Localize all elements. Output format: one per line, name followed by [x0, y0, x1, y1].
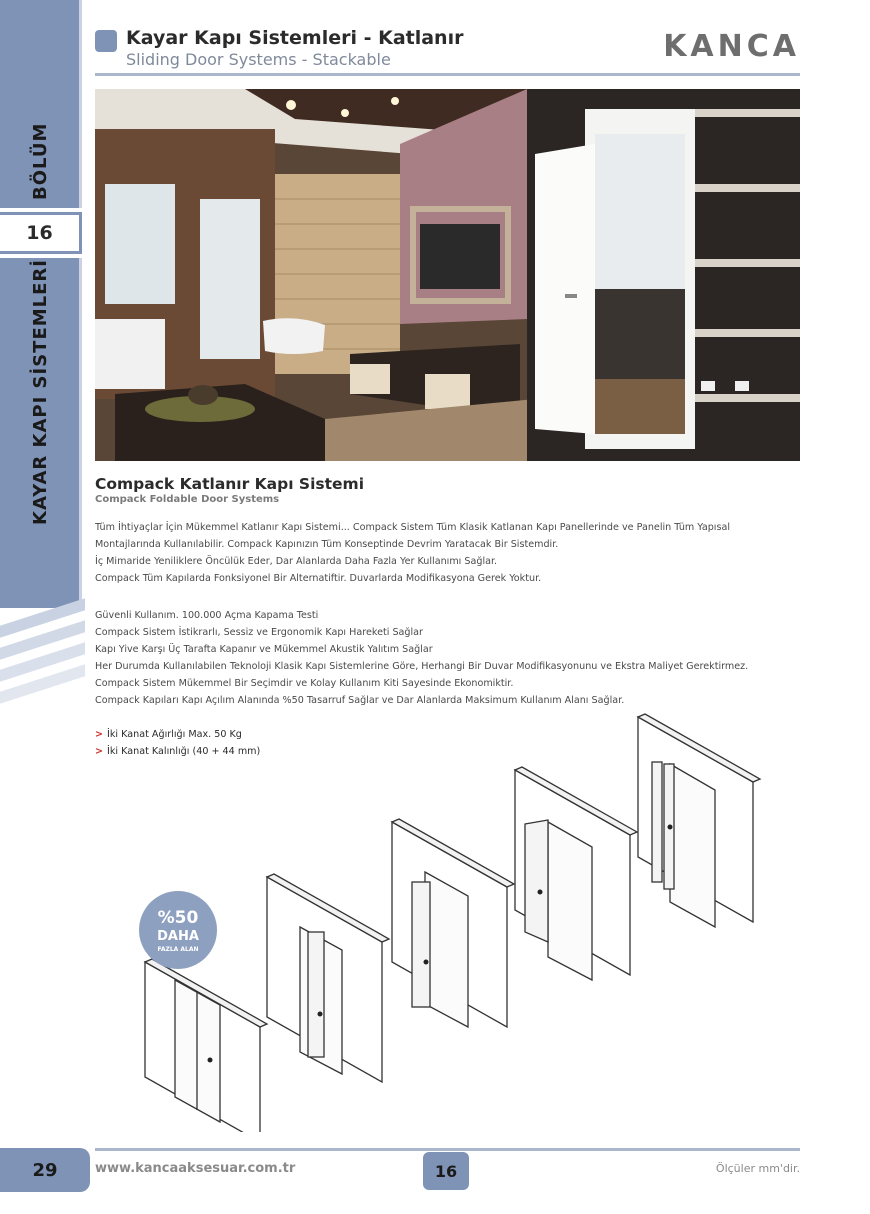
footer-divider	[95, 1148, 800, 1151]
paragraph-line: Montajlarında Kullanılabilir. Compack Kapınızın Tüm Konseptinde Devrim Yaratacak Bir Sistemdir.	[95, 539, 559, 550]
paragraph-line: Güvenli Kullanım. 100.000 Açma Kapama Testi	[95, 610, 319, 621]
paragraph-line: Compack Tüm Kapılarda Fonksiyonel Bir Alternatiftir. Duvarlarda Modifikasyona Gerek Yoktur.	[95, 573, 542, 584]
sidebar	[0, 0, 85, 700]
description-paragraph-2	[95, 607, 800, 709]
units-note: Ölçüler mm'dir.	[715, 1162, 800, 1175]
badge-line-3: FAZLA ALAN	[157, 946, 199, 953]
page-title: Kayar Kapı Sistemleri - Katlanır	[126, 27, 464, 49]
paragraph-line: Her Durumda Kullanılabilen Teknoloji Klasik Kapı Sistemlerine Göre, Herhangi Bir Duvar Modifikasyonunu ve Ekstra Maliyet Gerektirmez.	[95, 661, 749, 672]
section-number-box	[0, 212, 82, 254]
website-link[interactable]: www.kancaaksesuar.com.tr	[95, 1161, 296, 1176]
page-subtitle: Sliding Door Systems - Stackable	[126, 50, 391, 69]
section-number: 16	[26, 222, 53, 244]
paragraph-line: Tüm İhtiyaçlar İçin Mükemmel Katlanır Kapı Sistemi... Compack Sistem Tüm Klasik Katlanan Kapı Panellerinde ve Panelin Tüm Yapısal	[95, 522, 731, 533]
spec-text: İki Kanat Kalınlığı (40 + 44 mm)	[107, 746, 261, 757]
chevron-right-icon: >	[95, 729, 104, 740]
badge-line-2: DAHA	[157, 929, 199, 944]
header-divider	[95, 73, 800, 76]
category-label: KAYAR KAPI SİSTEMLERİ	[30, 259, 51, 525]
section-title: Compack Katlanır Kapı Sistemi	[95, 475, 365, 493]
paragraph-line: Kapı Yive Karşı Üç Tarafta Kapanır ve Mükemmel Akustik Yalıtım Sağlar	[95, 644, 433, 655]
page-number-tab	[0, 1148, 90, 1192]
spec-text: İki Kanat Ağırlığı Max. 50 Kg	[107, 729, 242, 740]
badge-line-1: %50	[157, 908, 199, 928]
section-label: BÖLÜM	[30, 122, 51, 200]
paragraph-line: İç Mimaride Yeniliklere Öncülük Eder, Dar Alanlarda Daha Fazla Yer Kullanımı Sağlar.	[95, 556, 498, 567]
space-saving-badge	[138, 890, 218, 970]
paragraph-line: Compack Kapıları Kapı Açılım Alanında %50 Tasarruf Sağlar ve Dar Alanlarda Maksimum Kullanım Alanı Sağlar.	[95, 695, 625, 706]
header-square-icon	[95, 30, 117, 52]
paragraph-line: Compack Sistem Mükemmel Bir Seçimdir ve Kolay Kullanım Kiti Sayesinde Ekonomiktir.	[95, 678, 514, 689]
interior-photo-illustration	[95, 89, 800, 461]
chevron-right-icon: >	[95, 746, 104, 757]
description-paragraph-1	[95, 519, 800, 587]
door-sequence-illustration	[130, 712, 770, 1132]
door-folding-diagram	[130, 712, 770, 1132]
interior-photo	[95, 89, 800, 461]
section-subtitle: Compack Foldable Door Systems	[95, 494, 280, 505]
page-number: 29	[32, 1159, 58, 1181]
section-number-tab	[423, 1152, 469, 1190]
brand-logo: KANCA	[663, 29, 800, 64]
paragraph-line: Compack Sistem İstikrarlı, Sessiz ve Ergonomik Kapı Hareketi Sağlar	[95, 627, 423, 638]
footer-section-number: 16	[434, 1161, 458, 1181]
